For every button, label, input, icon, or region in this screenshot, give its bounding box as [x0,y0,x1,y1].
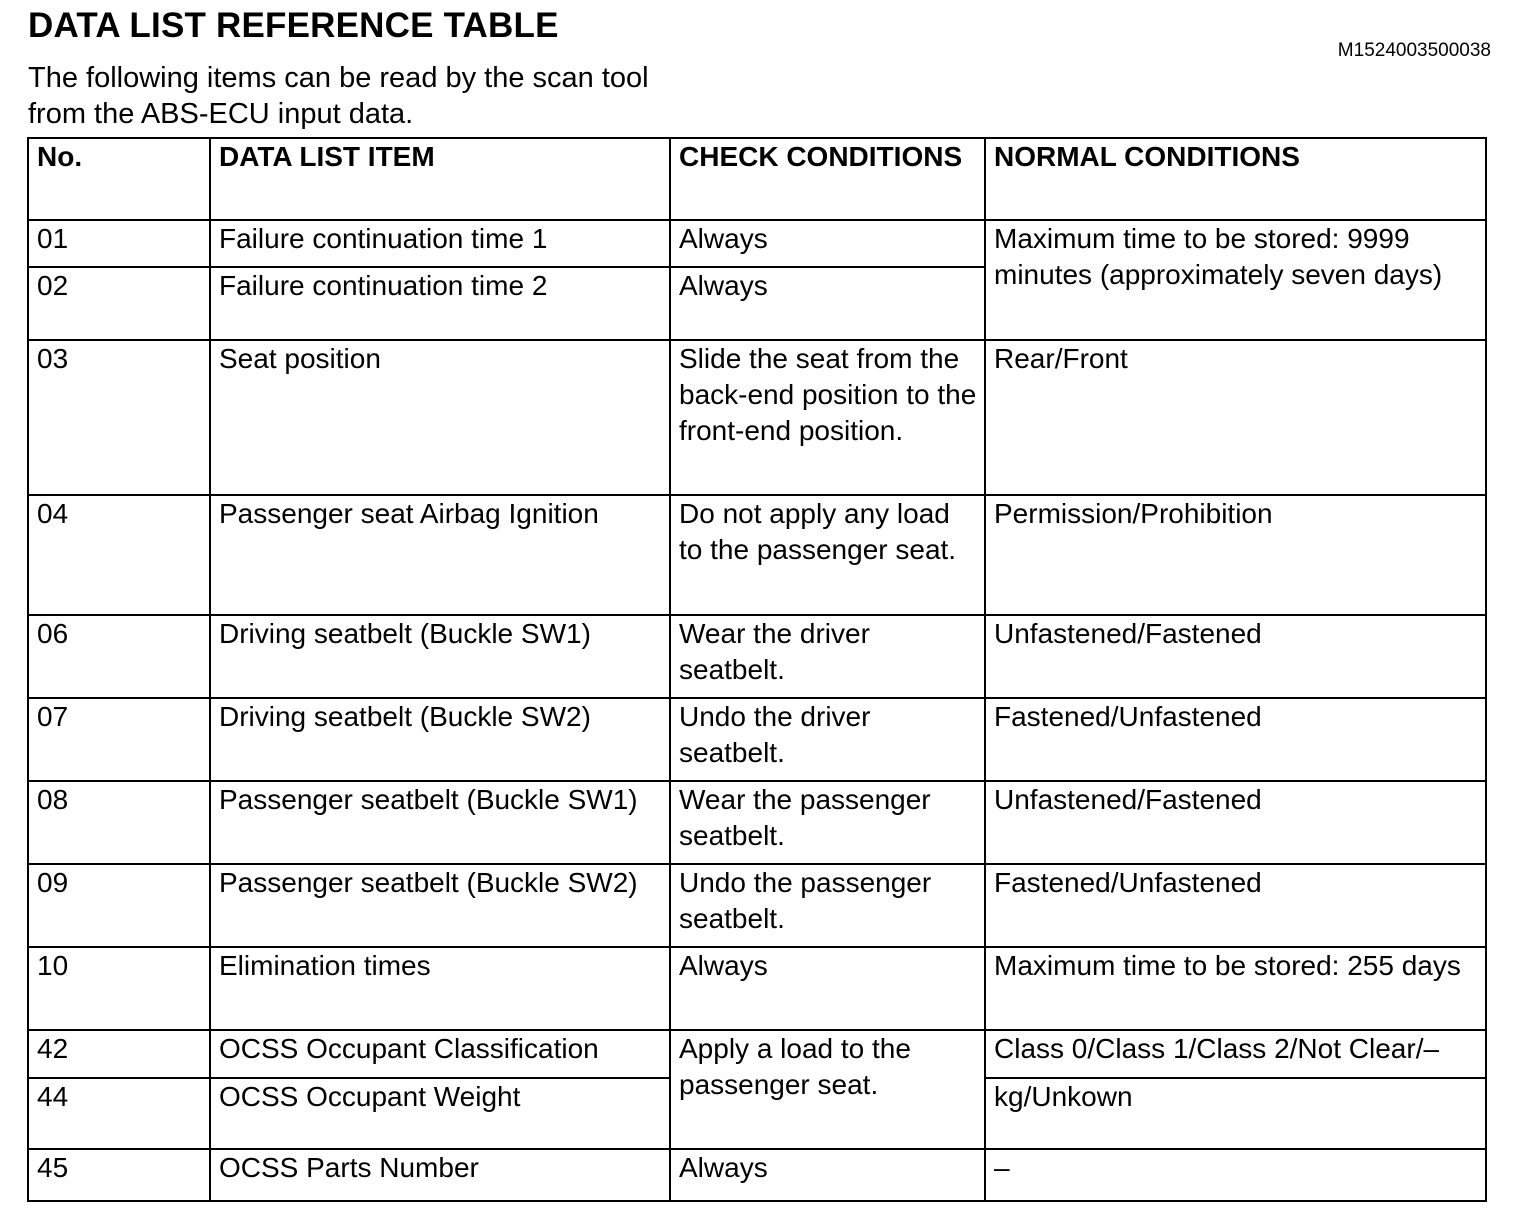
cell-check: Always [670,1149,985,1201]
intro-text: The following items can be read by the scan tool from the ABS-ECU input data. [28,62,649,130]
header-data-list-item: DATA LIST ITEM [210,138,670,220]
document-id: M1524003500038 [1337,40,1491,61]
cell-item: OCSS Occupant Weight [210,1078,670,1149]
cell-item: Driving seatbelt (Buckle SW1) [210,615,670,698]
cell-item: Elimination times [210,947,670,1030]
cell-check: Slide the seat from the back-end position to the front-end position. [670,340,985,495]
header-normal-conditions: NORMAL CONDITIONS [985,138,1486,220]
cell-check: Undo the passenger seatbelt. [670,864,985,947]
table-row [28,220,1486,267]
table-row [28,340,1486,495]
cell-no: 01 [28,220,210,267]
cell-no: 45 [28,1149,210,1201]
cell-item: Passenger seatbelt (Buckle SW2) [210,864,670,947]
cell-no: 42 [28,1030,210,1078]
table-row [28,947,1486,1030]
header-check-conditions: CHECK CONDITIONS [670,138,985,220]
table-header-row [28,138,1486,220]
table-row [28,1030,1486,1078]
cell-normal: Maximum time to be stored: 9999 minutes (approximately seven days) [985,220,1486,340]
cell-normal: Unfastened/Fastened [985,615,1486,698]
table-row [28,615,1486,698]
table-row [28,698,1486,781]
page-title: DATA LIST REFERENCE TABLE [28,6,559,45]
table-row [28,781,1486,864]
cell-check: Wear the driver seatbelt. [670,615,985,698]
cell-normal: – [985,1149,1486,1201]
cell-normal: Rear/Front [985,340,1486,495]
cell-normal: kg/Unkown [985,1078,1486,1149]
cell-check: Undo the driver seatbelt. [670,698,985,781]
cell-item: Seat position [210,340,670,495]
table-row [28,495,1486,615]
data-list-table [27,137,1487,1202]
cell-item: OCSS Occupant Classification [210,1030,670,1078]
cell-normal: Unfastened/Fastened [985,781,1486,864]
cell-item: Driving seatbelt (Buckle SW2) [210,698,670,781]
cell-check: Wear the passenger seatbelt. [670,781,985,864]
cell-normal: Class 0/Class 1/Class 2/Not Clear/– [985,1030,1486,1078]
cell-item: OCSS Parts Number [210,1149,670,1201]
cell-item: Passenger seat Airbag Ignition [210,495,670,615]
cell-no: 07 [28,698,210,781]
cell-item: Passenger seatbelt (Buckle SW1) [210,781,670,864]
cell-item: Failure continuation time 1 [210,220,670,267]
cell-check: Always [670,267,985,340]
cell-check: Apply a load to the passenger seat. [670,1030,985,1149]
cell-no: 10 [28,947,210,1030]
cell-normal: Fastened/Unfastened [985,864,1486,947]
header-no: No. [28,138,210,220]
cell-check: Always [670,947,985,1030]
cell-check: Always [670,220,985,267]
cell-normal: Permission/Prohibition [985,495,1486,615]
table-row [28,864,1486,947]
cell-no: 04 [28,495,210,615]
cell-normal: Maximum time to be stored: 255 days [985,947,1486,1030]
cell-no: 08 [28,781,210,864]
table-row [28,1149,1486,1201]
cell-normal: Fastened/Unfastened [985,698,1486,781]
cell-no: 02 [28,267,210,340]
cell-no: 03 [28,340,210,495]
cell-check: Do not apply any load to the passenger seat. [670,495,985,615]
cell-no: 06 [28,615,210,698]
cell-no: 09 [28,864,210,947]
cell-item: Failure continuation time 2 [210,267,670,340]
cell-no: 44 [28,1078,210,1149]
